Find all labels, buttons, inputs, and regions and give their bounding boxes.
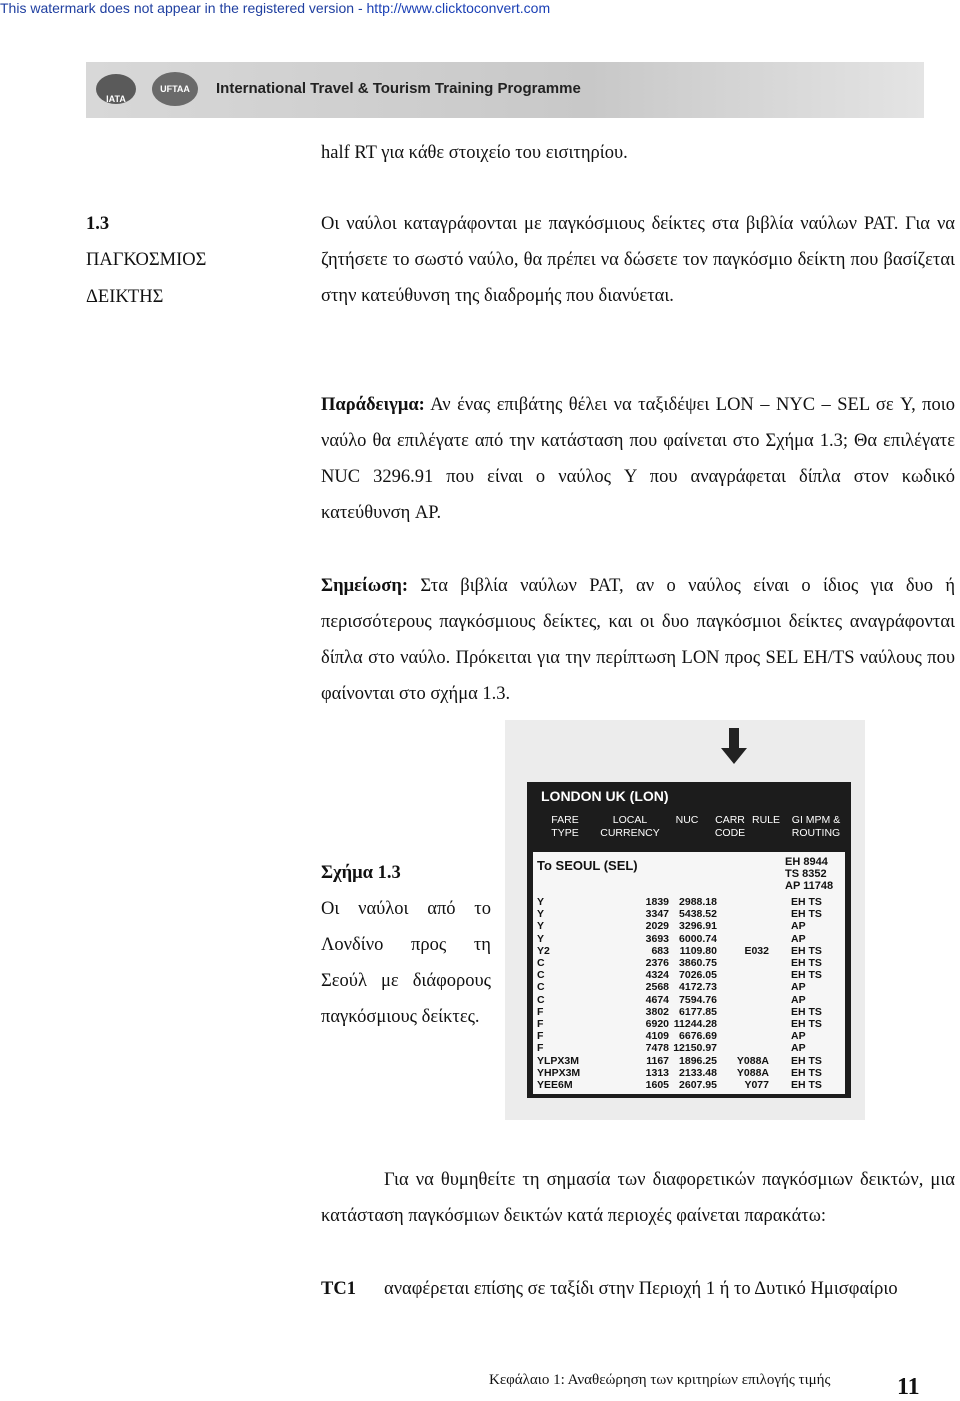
col-fare-type: FARE TYPE (551, 814, 579, 839)
table-row (533, 896, 845, 908)
example-label: Παράδειγμα: (321, 395, 425, 415)
cell-nuc: 2988.18 (679, 896, 717, 908)
fare-table-origin: LONDON UK (LON) (527, 782, 851, 810)
cell-carr-code: E032 (744, 944, 769, 957)
uftaa-logo: UFTAA (152, 72, 198, 106)
figure-caption-text: Οι ναύλοι από το Λονδίνο προς τη Σεούλ με διάφορους παγκόσμιους δείκτες. (321, 899, 491, 1027)
col-gi-routing: GI MPM & ROUTING (791, 814, 841, 839)
cell-nuc: 7594.76 (679, 993, 717, 1006)
cell-nuc: 1896.25 (679, 1054, 717, 1067)
cell-fare-type: Y (537, 920, 545, 933)
col-carr-code: CARR CODE (714, 814, 746, 839)
table-row (533, 945, 845, 957)
watermark-text: This watermark does not appear in the registered version - (0, 0, 367, 16)
cell-nuc: 4172.73 (679, 981, 717, 994)
cell-fare-type: C (537, 981, 545, 994)
fare-table-column-headers (527, 810, 851, 850)
cell-local-currency: 6920 (645, 1018, 669, 1030)
table-row (533, 994, 845, 1006)
note-label: Σημείωση: (321, 576, 408, 596)
cell-carr-code: Y088A (736, 1066, 769, 1079)
table-row (533, 969, 845, 981)
cell-local-currency: 2376 (645, 957, 669, 969)
figure-caption-label: Σχήμα 1.3 (321, 863, 401, 883)
cell-nuc: 3296.91 (679, 920, 717, 933)
example-text: Αν ένας επιβάτης θέλει να ταξιδέψει LON – NYC – SEL σε Y, ποιο ναύλο θα επιλέγατε από την κατάσταση που φαίνεται στο Σχήμα 1.3; Θα επιλέγατε NUC 3296.91 που είναι ο ναύλος Y που αναγράφεται δίπλα στον κωδικό κατεύθυνση AP. (321, 395, 955, 523)
table-row (533, 957, 845, 969)
col-rule: RULE (751, 814, 780, 826)
fare-table-body (527, 850, 851, 1098)
footer-chapter: Κεφάλαιο 1: Αναθεώρηση των κριτηρίων επιλογής τιμής (489, 1372, 831, 1388)
gi-mpm-eh: EH 8944 (785, 856, 828, 868)
cell-gi: EH TS (791, 908, 822, 921)
cell-carr-code: Y077 (744, 1079, 769, 1091)
cell-local-currency: 7478 (645, 1042, 669, 1055)
cell-fare-type: YHPX3M (537, 1066, 581, 1079)
tc1-code: TC1 (321, 1279, 356, 1299)
gi-mpm-ts: TS 8352 (785, 868, 827, 880)
cell-fare-type: YEE6M (537, 1079, 573, 1091)
cell-gi: AP (791, 1030, 806, 1043)
cell-local-currency: 4324 (645, 969, 669, 982)
table-row (533, 933, 845, 945)
example-paragraph (321, 387, 955, 531)
cell-gi: EH TS (791, 896, 822, 908)
section-title-line1: ΠΑΓΚΟΣΜΙΟΣ (86, 250, 207, 270)
watermark-link[interactable]: http://www.clicktoconvert.com (366, 0, 551, 16)
cell-nuc: 5438.52 (679, 908, 717, 921)
cell-fare-type: Y (537, 896, 545, 908)
section-number: 1.3 (86, 214, 110, 234)
cell-local-currency: 4674 (645, 993, 669, 1006)
cell-carr-code: Y088A (736, 1054, 769, 1067)
table-row (533, 1030, 845, 1042)
fare-table-rows (533, 852, 845, 1094)
section-title-line2: ΔΕΙΚΤΗΣ (86, 287, 164, 307)
cell-local-currency: 683 (651, 944, 669, 957)
down-arrow-icon (721, 728, 747, 764)
table-row (533, 1067, 845, 1079)
table-row (533, 981, 845, 993)
section-body: Οι ναύλοι καταγράφονται με παγκόσμιους δείκτες στα βιβλία ναύλων PAT. Για να ζητήσετε το σωστό ναύλο, θα πρέπει να δώσετε τον παγκόσμιο δείκτη που βασίζεται στην κατεύθυνση της διαδρομής που διανύεται. (321, 214, 955, 306)
reminder-paragraph: Για να θυμηθείτε τη σημασία των διαφορετικών παγκόσμιων δεικτών, μια κατάσταση παγκόσμιων δεικτών κατά περιοχές φαίνεται παρακάτω: (321, 1170, 955, 1226)
cell-fare-type: C (537, 993, 545, 1006)
cell-nuc: 12150.97 (673, 1042, 717, 1055)
cell-fare-type: F (537, 1030, 544, 1043)
cell-gi: EH TS (791, 1054, 822, 1067)
table-row (533, 1079, 845, 1091)
cell-local-currency: 3802 (645, 1005, 669, 1018)
cell-gi: EH TS (791, 969, 822, 982)
cell-gi: EH TS (791, 1066, 822, 1079)
cell-gi: AP (791, 981, 806, 994)
table-row (533, 1055, 845, 1067)
cell-nuc: 1109.80 (679, 944, 717, 957)
table-row (533, 1018, 845, 1030)
table-row (533, 1042, 845, 1054)
cell-gi: EH TS (791, 1079, 822, 1091)
note-text: Στα βιβλία ναύλων PAT, αν ο ναύλος είναι ο ίδιος για δυο ή περισσότερους παγκόσμιους δείκτες, και οι δυο παγκόσμιοι δείκτες αναγράφονται δίπλα στο ναύλο. Πρόκειται για την περίπτωση LON προς SEL EH/TS ναύλους που φαίνονται στο σχήμα 1.3. (321, 576, 955, 704)
cell-fare-type: Y (537, 932, 545, 945)
cell-fare-type: F (537, 1005, 544, 1018)
cell-local-currency: 1167 (646, 1054, 669, 1067)
watermark (0, 0, 960, 16)
fare-table-figure (505, 720, 865, 1120)
cell-fare-type: Y2 (537, 944, 550, 957)
cell-local-currency: 2029 (645, 920, 669, 933)
gi-mpm-ap: AP 11748 (785, 880, 834, 892)
tc1-text: αναφέρεται επίσης σε ταξίδι στην Περιοχή 1 ή το Δυτικό Ημισφαίριο (384, 1279, 898, 1299)
cell-fare-type: F (537, 1018, 544, 1030)
cell-local-currency: 3693 (645, 932, 669, 945)
intro-line: half RT για κάθε στοιχείο του εισιτηρίου. (321, 143, 628, 163)
table-row (533, 920, 845, 932)
fare-table-destination: To SEOUL (SEL) (537, 858, 638, 873)
cell-fare-type: F (537, 1042, 544, 1055)
cell-nuc: 2607.95 (679, 1079, 717, 1091)
col-local-currency: LOCAL CURRENCY (600, 814, 660, 839)
page-number: 11 (897, 1374, 920, 1400)
cell-gi: EH TS (791, 1005, 822, 1018)
cell-local-currency: 1313 (645, 1066, 669, 1079)
table-row (533, 1006, 845, 1018)
cell-fare-type: C (537, 957, 545, 969)
cell-nuc: 2133.48 (679, 1066, 717, 1079)
cell-gi: EH TS (791, 1018, 822, 1030)
cell-nuc: 6000.74 (679, 932, 717, 945)
cell-nuc: 6676.69 (679, 1030, 717, 1043)
note-paragraph (321, 568, 955, 712)
col-nuc: NUC (675, 814, 699, 826)
cell-local-currency: 2568 (645, 981, 669, 994)
cell-nuc: 11244.28 (673, 1018, 717, 1030)
programme-banner (86, 62, 924, 118)
cell-nuc: 7026.05 (679, 969, 717, 982)
cell-nuc: 6177.85 (679, 1005, 717, 1018)
cell-gi: AP (791, 993, 806, 1006)
cell-fare-type: C (537, 969, 545, 982)
cell-local-currency: 4109 (645, 1030, 669, 1043)
cell-nuc: 3860.75 (679, 957, 717, 969)
cell-local-currency: 1839 (645, 896, 669, 908)
cell-gi: AP (791, 920, 806, 933)
cell-gi: EH TS (791, 957, 822, 969)
table-row (533, 908, 845, 920)
cell-fare-type: YLPX3M (537, 1054, 580, 1067)
cell-local-currency: 1605 (645, 1079, 669, 1091)
banner-title: International Travel & Tourism Training Programme (216, 80, 581, 97)
cell-gi: EH TS (791, 944, 822, 957)
iata-logo: IATA (96, 74, 136, 104)
cell-gi: AP (791, 1042, 806, 1055)
cell-local-currency: 3347 (645, 908, 669, 921)
cell-gi: AP (791, 932, 806, 945)
cell-fare-type: Y (537, 908, 545, 921)
